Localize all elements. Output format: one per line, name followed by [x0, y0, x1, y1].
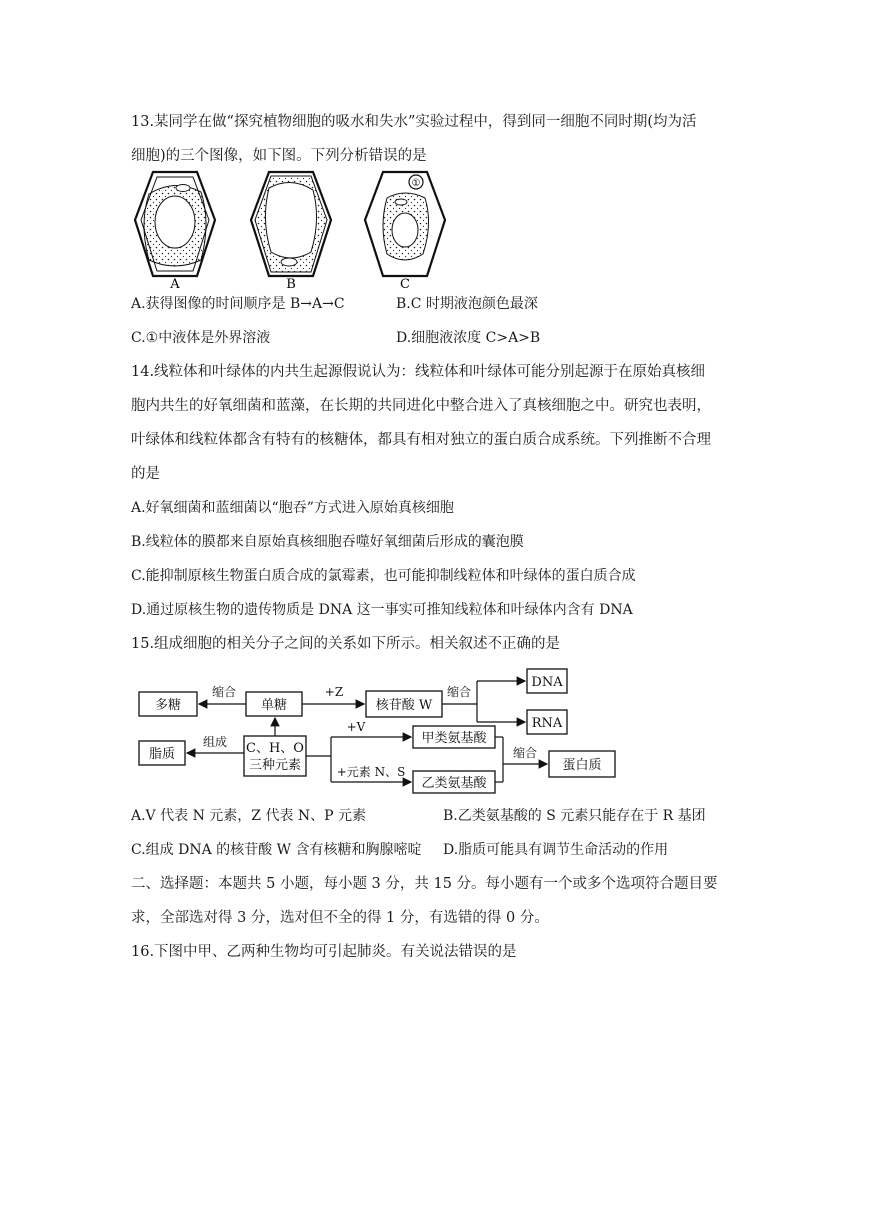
q15-stem-line1: 15.组成细胞的相关分子之间的关系如下所示。相关叙述不正确的是: [131, 636, 561, 652]
q13-option-a: A.获得图像的时间顺序是 B→A→C: [131, 296, 345, 312]
q14-stem-line3: 叶绿体和线粒体都含有特有的核糖体，都具有相对独立的蛋白质合成系统。下列推断不合理: [131, 432, 711, 448]
cell-label-c: C: [400, 277, 410, 290]
q15-option-d: D.脂质可能具有调节生命活动的作用: [443, 842, 669, 858]
q14-stem-line1: 14.线粒体和叶绿体的内共生起源假说认为：线粒体和叶绿体可能分别起源于在原始真核细: [131, 364, 706, 380]
node-nucleotide-w: 核苷酸 W: [375, 698, 433, 713]
q13-option-d: D.细胞液浓度 C>A>B: [396, 330, 541, 346]
node-lipid: 脂质: [148, 747, 176, 762]
molecule-relationship-diagram: [131, 665, 621, 795]
q15-option-c: C.组成 DNA 的核苷酸 W 含有核糖和胸腺嘧啶: [131, 842, 422, 858]
q14-stem-line4: 的是: [131, 466, 160, 482]
q13-option-b: B.C 时期液泡颜色最深: [396, 296, 538, 312]
q14-option-b: B.线粒体的膜都来自原始真核细胞吞噬好氧细菌后形成的囊泡膜: [131, 534, 524, 550]
q16-stem-line1: 16.下图中甲、乙两种生物均可引起肺炎。有关说法错误的是: [131, 944, 517, 960]
label-condense-nucleic: 缩合: [446, 685, 472, 699]
node-polysaccharide: 多糖: [154, 698, 182, 713]
plant-cell-figure: [131, 168, 451, 290]
q13-stem-line2: 细胞)的三个图像，如下图。下列分析错误的是: [131, 148, 427, 164]
section2-instructions-line2: 求，全部选对得 3 分，选对但不全的得 1 分，有选错的得 0 分。: [131, 910, 549, 926]
q15-option-a: A.V 代表 N 元素，Z 代表 N、P 元素: [131, 808, 367, 824]
label-compose: 组成: [202, 735, 228, 749]
label-condense-protein: 缩合: [512, 746, 538, 760]
node-protein: 蛋白质: [562, 758, 602, 773]
q13-option-c: C.①中液体是外界溶液: [131, 330, 271, 346]
label-condense-polysaccharide: 缩合: [211, 685, 237, 699]
node-amino-acid-a: 甲类氨基酸: [421, 731, 487, 746]
node-amino-acid-b: 乙类氨基酸: [421, 776, 487, 791]
node-rna: RNA: [531, 716, 563, 731]
cell-label-b: B: [286, 277, 296, 290]
cell-label-a: A: [170, 277, 180, 290]
label-plus-z: +Z: [324, 685, 344, 699]
label-plus-v: +V: [346, 720, 366, 734]
cell-a: [135, 172, 215, 276]
cell-c: [365, 172, 445, 276]
q15-option-b: B.乙类氨基酸的 S 元素只能存在于 R 基团: [443, 808, 706, 824]
section2-instructions-line1: 二、选择题：本题共 5 小题，每小题 3 分，共 15 分。每小题有一个或多个选项符合题目要: [131, 876, 718, 892]
node-elements-line2: 三种元素: [248, 758, 302, 773]
q14-option-a: A.好氧细菌和蓝细菌以“胞吞”方式进入原始真核细胞: [131, 500, 454, 516]
node-monosaccharide: 单糖: [260, 698, 288, 713]
cell-b: [251, 172, 331, 276]
q14-option-d: D.通过原核生物的遗传物质是 DNA 这一事实可推知线粒体和叶绿体内含有 DNA: [131, 602, 633, 618]
node-dna: DNA: [531, 675, 563, 690]
cell-c-marker: ①: [411, 178, 421, 189]
label-plus-ns: +元素 N、S: [336, 765, 406, 779]
q14-stem-line2: 胞内共生的好氧细菌和蓝藻，在长期的共同进化中整合进入了真核细胞之中。研究也表明，: [131, 398, 711, 414]
q13-stem-line1: 13.某同学在做“探究植物细胞的吸水和失水”实验过程中，得到同一细胞不同时期(均为活: [131, 114, 697, 130]
node-elements-line1: C、H、O: [246, 741, 304, 756]
q14-option-c: C.能抑制原核生物蛋白质合成的氯霉素，也可能抑制线粒体和叶绿体的蛋白质合成: [131, 568, 636, 584]
